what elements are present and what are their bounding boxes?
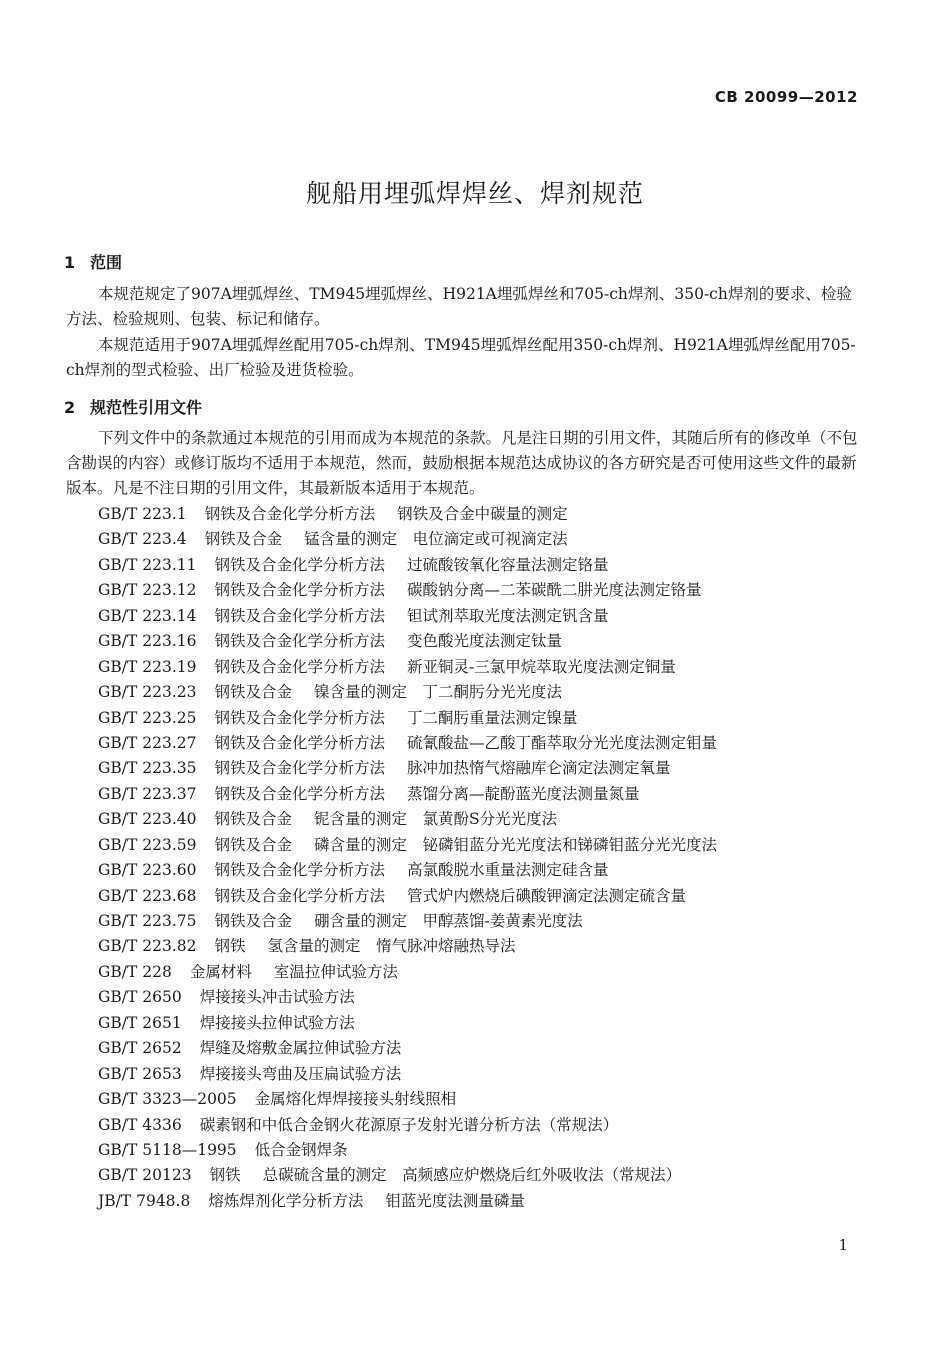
reference-code: GB/T 20123 (98, 1166, 192, 1185)
reference-item (98, 934, 878, 959)
section-heading-scope (64, 250, 122, 273)
reference-title: 钢铁及合金化学分析方法 (214, 581, 386, 600)
reference-code: GB/T 223.82 (98, 937, 197, 956)
reference-item (98, 782, 878, 807)
reference-item (98, 527, 878, 552)
reference-code: GB/T 3323—2005 (98, 1090, 237, 1109)
reference-subtitle: 过硫酸铵氧化容量法测定铬量 (407, 555, 609, 574)
reference-title: 金属熔化焊焊接接头射线照相 (254, 1090, 457, 1109)
reference-subtitle: 管式炉内燃烧后碘酸钾滴定法测定硫含量 (407, 886, 687, 905)
reference-code: GB/T 223.11 (98, 555, 197, 574)
reference-title: 钢铁及合金 (214, 810, 293, 829)
reference-title: 钢铁 (214, 937, 246, 956)
reference-item (98, 985, 878, 1010)
reference-subtitle: 变色酸光度法测定钛量 (407, 632, 563, 651)
reference-item (98, 1138, 878, 1163)
reference-item (98, 1163, 878, 1188)
reference-subtitle: 硫氰酸盐—乙酸丁酯萃取分光光度法测定钼量 (407, 733, 718, 752)
reference-code: GB/T 223.75 (98, 912, 197, 930)
reference-subtitle: 铌含量的测定 氯黄酚S分光光度法 (314, 810, 558, 829)
reference-subtitle: 镍含量的测定 丁二酮肟分光光度法 (314, 683, 563, 702)
section-heading-normative-references (64, 395, 202, 418)
page-number: 1 (838, 1236, 848, 1254)
reference-subtitle: 硼含量的测定 甲醇蒸馏-姜黄素光度法 (314, 912, 583, 930)
reference-subtitle: 总碳硫含量的测定 高频感应炉燃烧后红外吸收法（常规法） (262, 1166, 682, 1185)
paragraph: 本规范适用于907A埋弧焊丝配用705-ch焊剂、TM945埋弧焊丝配用350-ch焊剂、H921A埋弧焊丝配用705-ch焊剂的型式检验、出厂检验及进货检验。 (66, 336, 856, 379)
reference-title: 钢铁及合金化学分析方法 (204, 505, 376, 523)
paragraph: 下列文件中的条款通过本规范的引用而成为本规范的条款。凡是注日期的引用文件，其随后所有的修改单（不包含勘误的内容）或修订版均不适用于本规范，然而，鼓励根据本规范达成协议的各方研究是否可使用这些文件的最新版本。凡是不注日期的引用文件，其最新版本适用于本规范。 (66, 429, 858, 497)
section-number: 1 (64, 253, 76, 272)
reference-title: 碳素钢和中低合金钢火花源原子发射光谱分析方法（常规法） (199, 1115, 619, 1134)
reference-title: 钢铁及合金化学分析方法 (214, 886, 386, 905)
reference-code: GB/T 223.60 (98, 861, 197, 880)
reference-title: 钢铁及合金化学分析方法 (214, 733, 386, 752)
reference-title: 金属材料 (189, 962, 252, 981)
reference-item (98, 833, 878, 858)
reference-subtitle: 氢含量的测定 惰气脉冲熔融热导法 (267, 937, 516, 956)
reference-item (98, 553, 878, 578)
reference-title: 钢铁及合金化学分析方法 (214, 657, 386, 676)
reference-code: GB/T 223.37 (98, 784, 197, 803)
reference-item (98, 604, 878, 629)
reference-title: 焊缝及熔敷金属拉伸试验方法 (199, 1039, 402, 1058)
reference-item (98, 1062, 878, 1087)
reference-title: 熔炼焊剂化学分析方法 (208, 1191, 364, 1210)
reference-code: GB/T 223.40 (98, 810, 197, 829)
reference-item (98, 884, 878, 909)
reference-code: GB/T 223.19 (98, 657, 197, 676)
reference-title: 钢铁及合金化学分析方法 (214, 555, 386, 574)
reference-code: GB/T 223.14 (98, 606, 197, 625)
reference-item (98, 502, 878, 527)
reference-item (98, 731, 878, 756)
standard-code: CB 20099—2012 (714, 88, 858, 106)
reference-code: GB/T 223.12 (98, 581, 197, 600)
reference-item (98, 1113, 878, 1138)
reference-title: 钢铁及合金 (214, 835, 293, 854)
reference-title: 低合金钢焊条 (254, 1140, 348, 1159)
reference-code: GB/T 223.4 (98, 530, 187, 549)
reference-code: GB/T 223.59 (98, 835, 197, 854)
reference-title: 钢铁及合金化学分析方法 (214, 632, 386, 651)
reference-code: GB/T 2650 (98, 988, 182, 1007)
reference-subtitle: 钼蓝光度法测量磷量 (385, 1191, 525, 1210)
reference-item (98, 1087, 878, 1112)
reference-item (98, 1189, 878, 1214)
reference-code: GB/T 228 (98, 962, 172, 981)
reference-title: 钢铁及合金化学分析方法 (214, 606, 386, 625)
document-title: 舰船用埋弧焊焊丝、焊剂规范 (305, 179, 644, 208)
reference-subtitle: 新亚铜灵-三氯甲烷萃取光度法测定铜量 (407, 657, 676, 676)
reference-subtitle: 锰含量的测定 电位滴定或可视滴定法 (304, 530, 568, 549)
reference-item (98, 1036, 878, 1061)
reference-code: GB/T 223.16 (98, 632, 197, 651)
reference-item (98, 858, 878, 883)
reference-title: 钢铁 (209, 1166, 241, 1185)
reference-title: 钢铁及合金 (214, 912, 293, 930)
reference-item (98, 909, 878, 934)
reference-subtitle: 脉冲加热惰气熔融库仑滴定法测定氧量 (407, 759, 671, 778)
reference-item (98, 680, 878, 705)
reference-code: GB/T 223.23 (98, 683, 197, 702)
reference-item (98, 629, 878, 654)
reference-item (98, 706, 878, 731)
reference-code: GB/T 223.25 (98, 708, 197, 727)
reference-title: 钢铁及合金化学分析方法 (214, 759, 386, 778)
reference-title: 钢铁及合金 (214, 683, 293, 702)
reference-subtitle: 丁二酮肟重量法测定镍量 (407, 708, 578, 727)
reference-title: 钢铁及合金化学分析方法 (214, 708, 386, 727)
reference-code: GB/T 223.27 (98, 733, 197, 752)
reference-title: 焊接接头冲击试验方法 (199, 988, 355, 1007)
reference-item (98, 756, 878, 781)
reference-subtitle: 钢铁及合金中碳量的测定 (397, 505, 568, 523)
reference-code: GB/T 223.35 (98, 759, 197, 778)
reference-subtitle: 磷含量的测定 铋磷钼蓝分光光度法和锑磷钼蓝分光光度法 (314, 835, 718, 854)
reference-subtitle: 室温拉伸试验方法 (273, 962, 398, 981)
reference-code: JB/T 7948.8 (98, 1191, 191, 1210)
reference-item (98, 578, 878, 603)
reference-code: GB/T 223.68 (98, 886, 197, 905)
reference-item (98, 655, 878, 680)
reference-title: 焊接接头弯曲及压扁试验方法 (199, 1064, 402, 1083)
reference-item (98, 807, 878, 832)
reference-title: 焊接接头拉伸试验方法 (199, 1013, 355, 1032)
paragraph: 本规范规定了907A埋弧焊丝、TM945埋弧焊丝、H921A埋弧焊丝和705-ch焊剂、350-ch焊剂的要求、检验方法、检验规则、包装、标记和储存。 (66, 285, 852, 328)
reference-subtitle: 高氯酸脱水重量法测定硅含量 (407, 861, 609, 880)
reference-code: GB/T 5118—1995 (98, 1140, 237, 1159)
reference-list (98, 502, 878, 1214)
reference-subtitle: 蒸馏分离—靛酚蓝光度法测量氮量 (407, 784, 640, 803)
reference-code: GB/T 2653 (98, 1064, 182, 1083)
reference-title: 钢铁及合金化学分析方法 (214, 784, 386, 803)
reference-title: 钢铁及合金化学分析方法 (214, 861, 386, 880)
reference-code: GB/T 4336 (98, 1115, 182, 1134)
reference-item (98, 1011, 878, 1036)
reference-code: GB/T 2652 (98, 1039, 182, 1058)
reference-item (98, 960, 878, 985)
reference-title: 钢铁及合金 (204, 530, 283, 549)
section-number: 2 (64, 398, 76, 417)
reference-code: GB/T 2651 (98, 1013, 182, 1032)
section-title: 规范性引用文件 (90, 398, 203, 417)
reference-subtitle: 钽试剂萃取光度法测定钒含量 (407, 606, 609, 625)
reference-code: GB/T 223.1 (98, 505, 187, 523)
reference-subtitle: 碳酸钠分离—二苯碳酰二肼光度法测定铬量 (407, 581, 702, 600)
section-title: 范围 (90, 253, 123, 272)
